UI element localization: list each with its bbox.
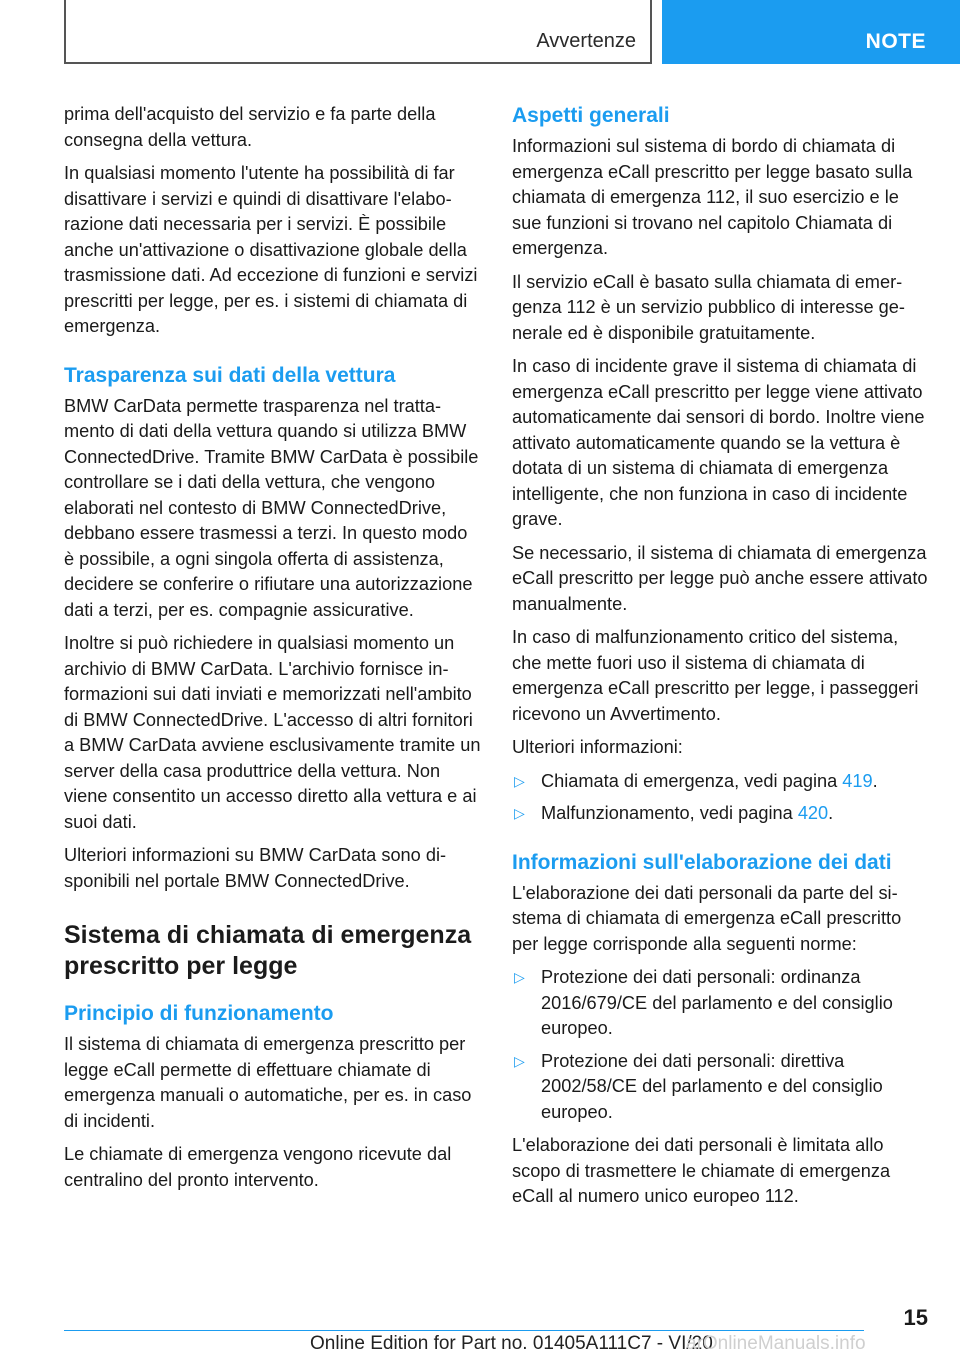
paragraph: Ulteriori informazioni: <box>512 737 683 757</box>
heading-general: Aspetti generali <box>512 104 670 127</box>
paragraph: L'elaborazione dei dati personali è limitata allo scopo di trasmettere le chiamate di emergenza eCall al numero unico europeo 112. <box>512 1135 891 1206</box>
list-item: ▷ Protezione dei dati personali: direttiva 2002/58/CE del parlamento e del consiglio europeo. <box>514 1050 883 1122</box>
page-number: 15 <box>903 1305 928 1330</box>
heading-emergency-system: Sistema di chiamata di emergenza prescritto per legge <box>64 921 472 980</box>
triangle-bullet-icon: ▷ <box>514 969 525 985</box>
page-link-419[interactable]: 419 <box>842 770 873 791</box>
paragraph: L'elaborazione dei dati personali da parte del sistema di chiamata di emergenza eCall prescritto per legge corrisponde alla seguenti norme: <box>512 882 902 954</box>
paragraph: Inoltre si può richiedere in qualsiasi momento un archivio di BMW CarData. L'archivio fornisce informazioni sui dati inviati e memorizzati nell'ambito di BMW ConnectedDrive. L'accesso di altri fornitori a BMW CarData avviene esclusivamente tramite un server della casa produttrice della vettura. Non viene consentito un accesso diretto alla vettura e ai suoi dati. <box>64 633 481 832</box>
page-header <box>0 0 960 66</box>
footer-divider <box>64 1330 864 1331</box>
paragraph: Il servizio eCall è basato sulla chiamata di emergenza 112 è un servizio pubblico di interesse generale ed è disponibile gratuitamente. <box>512 271 905 343</box>
left-column <box>64 102 482 1201</box>
right-column <box>512 102 932 1218</box>
list-item: ▷ Malfunzionamento, vedi pagina 420. <box>512 801 932 827</box>
paragraph: In caso di malfunzionamento critico del sistema, che mette fuori uso il sistema di chiamata di emergenza eCall prescritto per legge, i passeggeri ricevono un Avvertimento. <box>512 627 919 724</box>
paragraph: In qualsiasi momento l'utente ha possibilità di far disattivare i servizi e quindi di disattivare l'elaborazione dati necessaria per i servizi. È possibile anche un'attivazione o disattivazione globale della trasmissione dati. Ad eccezione di funzioni e servizi prescritti per legge, per es. i sistemi di chiamata di emergenza. <box>64 163 478 336</box>
header-section-box <box>64 0 652 64</box>
watermark: arOnlineManuals.info <box>686 1333 866 1354</box>
paragraph: Informazioni sul sistema di bordo di chiamata di emergenza eCall prescritto per legge basato sulla chiamata di emergenza 112, il suo esercizio e le sue funzioni si trovano nel capitolo Chiamata di emergenza. <box>512 136 913 258</box>
section-title: Avvertenze <box>536 30 636 52</box>
paragraph: In caso di incidente grave il sistema di chiamata di emergenza eCall prescritto per legge viene attivato automaticamente dai sensori di bordo. Inoltre viene attivato automaticamente quando se la vettura è dotata di un sistema di chiamata di emergenza intelligente, che non funziona in caso di incidente grave. <box>512 356 925 529</box>
paragraph: prima dell'acquisto del servizio e fa parte della consegna della vettura. <box>64 104 436 150</box>
chapter-tab-label: NOTE <box>865 30 926 53</box>
page-link-420[interactable]: 420 <box>797 803 829 823</box>
paragraph: BMW CarData permette trasparenza nel trattamento di dati della vettura quando si utilizza BMW ConnectedDrive. Tramite BMW CarData è possibile controllare se i dati della vettura, che vengono elaborati nel contesto di BMW ConnectedDrive, debbano essere trasmessi a terzi. In questo modo è possibile, a ogni singola offerta di assistenza, decidere se conferire o rifiutare una autorizzazione dati a terzi, per es. compagnie assicurative. <box>64 395 479 620</box>
paragraph: Il sistema di chiamata di emergenza prescritto per legge eCall permette di effettuare chiamate di emergenza manuali o automatiche, per es. in caso di incidenti. <box>64 1034 472 1131</box>
heading-data-processing: Informazioni sull'elaborazione dei dati <box>512 850 892 874</box>
heading-principle: Principio di funzionamento <box>64 1002 334 1025</box>
triangle-bullet-icon: ▷ <box>514 772 525 789</box>
triangle-bullet-icon: ▷ <box>514 1052 525 1069</box>
norms-list <box>512 965 932 1125</box>
paragraph: Ulteriori informazioni su BMW CarData sono disponibili nel portale BMW ConnectedDrive. <box>64 845 447 891</box>
list-item: ▷ Protezione dei dati personali: ordinanza 2016/679/CE del parlamento e del consiglio europeo. <box>514 967 893 1038</box>
paragraph: Se necessario, il sistema di chiamata di emergenza eCall prescritto per legge può anche essere attivato manualmente. <box>512 542 928 614</box>
list-item: ▷ Chiamata di emergenza, vedi pagina 419. <box>512 769 932 795</box>
heading-transparency: Trasparenza sui dati della vettura <box>64 363 396 387</box>
footer-edition: Online Edition for Part no. 01405A111C7 - VI/20 <box>310 1333 713 1354</box>
paragraph: Le chiamate di emergenza vengono ricevute dal centralino del pronto intervento. <box>64 1144 452 1190</box>
reference-list <box>512 769 932 827</box>
triangle-bullet-icon: ▷ <box>514 805 525 821</box>
chapter-tab <box>662 0 960 64</box>
